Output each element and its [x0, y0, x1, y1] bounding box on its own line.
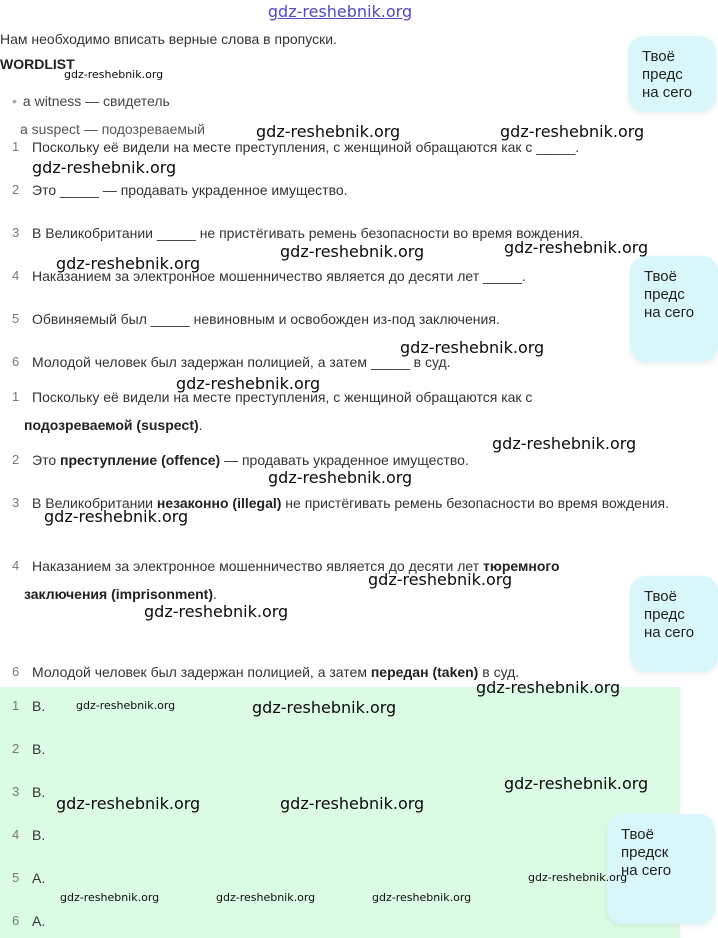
watermark: gdz-reshebnik.org	[368, 570, 513, 589]
wordlist-heading: WORDLIST	[0, 56, 75, 72]
watermark: gdz-reshebnik.org	[280, 242, 425, 261]
watermark: gdz-reshebnik.org	[76, 699, 176, 712]
promo-bubble[interactable]: Твоё предск на сего	[607, 814, 715, 924]
watermark: gdz-reshebnik.org	[492, 434, 637, 453]
promo-bubble[interactable]: Твоё предс на сего	[628, 36, 716, 112]
bullet-icon: •	[12, 93, 17, 109]
watermark: gdz-reshebnik.org	[176, 374, 321, 393]
promo-bubble[interactable]: Твоё предс на сего	[630, 256, 718, 362]
watermark: gdz-reshebnik.org	[476, 678, 621, 697]
watermark: gdz-reshebnik.org	[504, 238, 649, 257]
wordlist-item-cut: a suspect — подозреваемый	[20, 121, 205, 137]
watermark: gdz-reshebnik.org	[56, 794, 201, 813]
answer-row: 1 Поскольку её видели на месте преступления, с женщиной обращаются как с подозреваемой (suspect).	[12, 389, 533, 433]
watermark: gdz-reshebnik.org	[528, 871, 628, 884]
watermark: gdz-reshebnik.org	[56, 254, 201, 273]
choices-panel: 1 B. 2 B. 3 B. 4 B. 5 A. 6 A.	[0, 687, 680, 938]
watermark: gdz-reshebnik.org	[372, 891, 472, 904]
watermark: gdz-reshebnik.org	[400, 338, 545, 357]
watermark: gdz-reshebnik.org	[252, 698, 397, 717]
watermark: gdz-reshebnik.org	[44, 507, 189, 526]
watermark: gdz-reshebnik.org	[144, 602, 289, 621]
watermark: gdz-reshebnik.org	[32, 158, 177, 177]
watermark: gdz-reshebnik.org	[216, 891, 316, 904]
promo-bubble[interactable]: Твоё предс на сего	[630, 576, 718, 672]
watermark: gdz-reshebnik.org	[504, 774, 649, 793]
site-title-link[interactable]: gdz-reshebnik.org	[267, 2, 413, 21]
watermark: gdz-reshebnik.org	[256, 122, 401, 141]
intro-text: Нам необходимо вписать верные слова в пропуски.	[0, 31, 337, 47]
answer-row: 3 В Великобритании незаконно (illegal) не пристёгивать ремень безопасности во время вождения.	[12, 495, 669, 511]
watermark: gdz-reshebnik.org	[60, 891, 160, 904]
watermark: gdz-reshebnik.org	[268, 468, 413, 487]
answer-row: 4 Наказанием за электронное мошенничество является до десяти лет тюремного заключения (imprisonment).	[12, 558, 560, 602]
watermark: gdz-reshebnik.org	[64, 68, 164, 81]
wordlist-item: • a witness — свидетель	[12, 93, 170, 109]
watermark: gdz-reshebnik.org	[500, 122, 645, 141]
watermark: gdz-reshebnik.org	[280, 794, 425, 813]
